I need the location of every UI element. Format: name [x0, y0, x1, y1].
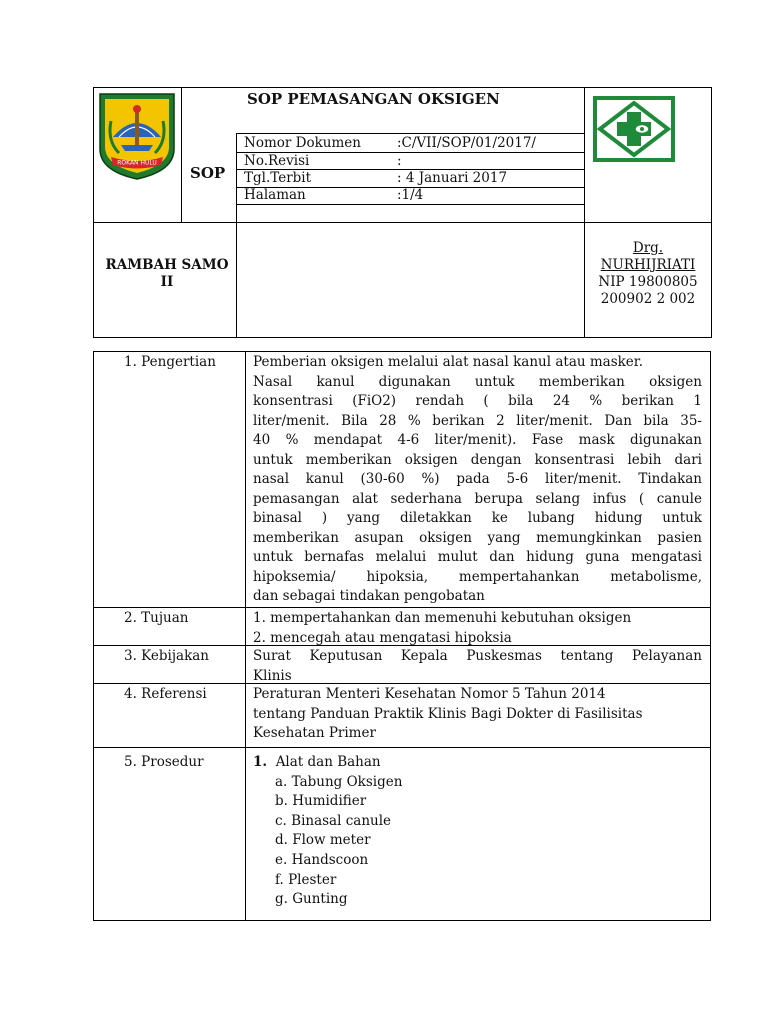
sop-label: SOP	[190, 164, 226, 182]
meta-value-halaman: :1/4	[397, 187, 424, 203]
meta-key-revisi: No.Revisi	[244, 153, 310, 169]
puskesmas-logo	[592, 95, 676, 163]
list-item: e. Handscoon	[275, 851, 369, 868]
prosedur-list	[253, 753, 702, 910]
referensi-text: Peraturan Menteri Kesehatan Nomor 5 Tahun 2014 tentang Panduan Praktik Klinis Bagi Dokter di Fasilisitas Kesehatan Primer	[253, 686, 643, 741]
header-border-top	[93, 87, 712, 88]
pengertian-text: Pemberian oksigen melalui alat nasal kanul atau masker. Nasal kanul digunakan untuk memberikan oksigen konsentrasi (FiO2) rendah ( bila 24 % berikan 1 liter/menit. Bila 28 % berikan 2 liter/menit. Dan bila 35- 40 % mendapat 4-6 liter/menit). Fase mask digunakan untuk memberikan oksigen dengan konsentrasi lebih dari nasal kanul (30-60 %) pada 5-6 liter/menit. Tindakan pemasangan alat sederhana berupa selang infus ( canule binasal ) yang diletakkan ke lubang hidung untuk memberikan asupan oksigen yang memungkinkan pasien untuk bernafas melalui mulut dan hidung guna mengatasi hipoksemia/ hipoksia, mempertahankan metabolisme, dan sebagai tindakan pengobatan	[253, 354, 702, 604]
regency-logo	[97, 91, 177, 181]
section-label-prosedur: 5. Prosedur	[124, 754, 204, 770]
header-border-bottom	[93, 337, 712, 338]
signatory-nip-1: NIP 19800805	[598, 274, 698, 290]
meta-value-terbit: : 4 Januari 2017	[397, 170, 508, 186]
list-item: c. Binasal canule	[275, 812, 392, 829]
list-item: b. Humidifier	[275, 793, 367, 810]
signatory-name: NURHIJRIATI	[600, 257, 696, 273]
meta-key-halaman: Halaman	[244, 187, 306, 203]
meta-key-nomor: Nomor Dokumen	[244, 135, 361, 151]
list-item: g. Gunting	[275, 891, 348, 908]
meta-value-revisi: :	[397, 153, 402, 169]
header-border-right	[711, 87, 712, 338]
signatory-nip-2: 200902 2 002	[600, 291, 696, 307]
meta-value-nomor: :C/VII/SOP/01/2017/	[397, 135, 536, 151]
section-label-tujuan: 2. Tujuan	[124, 610, 189, 626]
facility-name: RAMBAH SAMO II	[105, 257, 229, 290]
tujuan-text: 1. mempertahankan dan memenuhi kebutuhan oksigen 2. mencegah atau mengatasi hipoksia	[253, 610, 632, 646]
section-label-referensi: 4. Referensi	[124, 686, 207, 702]
meta-key-terbit: Tgl.Terbit	[244, 170, 312, 186]
list-item: f. Plester	[275, 871, 337, 888]
logo-ribbon-text: ROKAN HULU	[117, 159, 157, 167]
signatory-title: Drg.	[632, 240, 664, 256]
header-border-left	[93, 87, 94, 338]
list-item: a. Tabung Oksigen	[275, 773, 403, 790]
prosedur-heading: 1. Alat dan Bahan	[253, 754, 381, 770]
kebijakan-text: Surat Keputusan Kepala Puskesmas tentang Pelayanan Klinis	[253, 648, 702, 684]
section-label-kebijakan: 3. Kebijakan	[124, 648, 210, 664]
document-title: SOP PEMASANGAN OKSIGEN	[247, 90, 500, 108]
list-item: d. Flow meter	[275, 832, 371, 849]
section-label-pengertian: 1. Pengertian	[124, 354, 216, 370]
signatory-block	[588, 240, 708, 308]
